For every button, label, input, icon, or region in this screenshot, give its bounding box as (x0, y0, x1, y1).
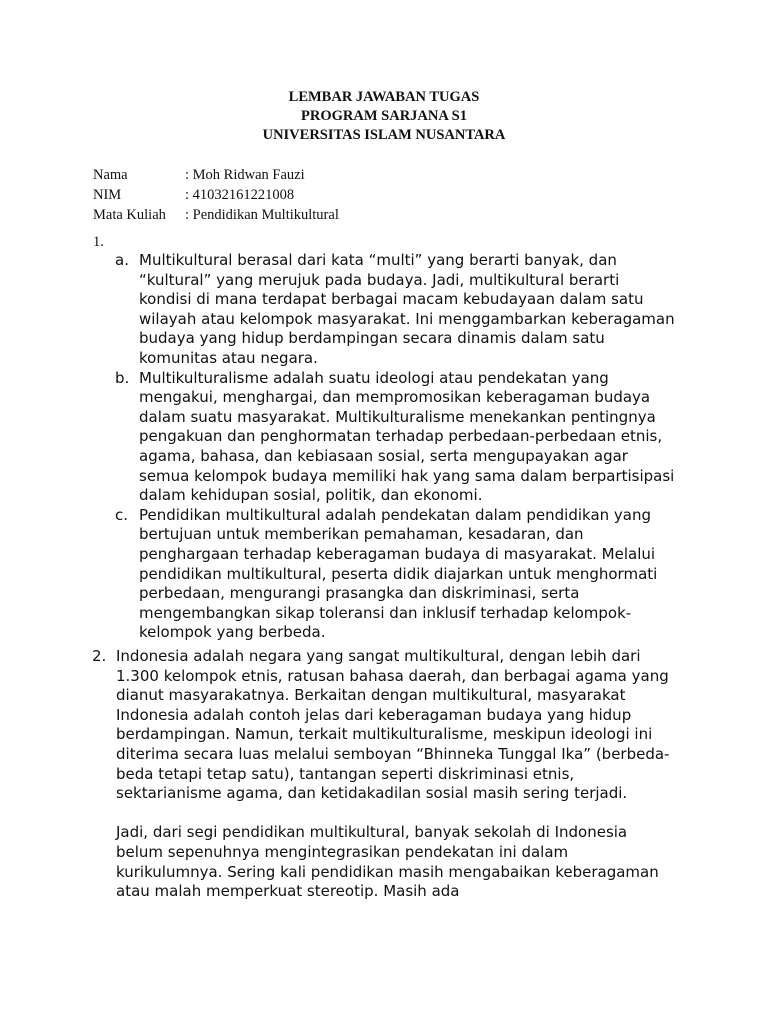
question-2-answer (92, 647, 677, 902)
list-marker: b. (115, 368, 130, 387)
header-program: PROGRAM SARJANA S1 (301, 108, 467, 124)
info-row-nim (93, 185, 339, 205)
info-value: : Pendidikan Multikultural (185, 207, 339, 223)
info-label: Nama (93, 167, 128, 183)
info-row-nama (93, 165, 339, 185)
paragraph-text: Indonesia adalah negara yang sangat multikultural, dengan lebih dari 1.300 kelompok etnis, ratusan bahasa daerah, dan berbagai agama yang dianut masyarakatnya. Berkaitan dengan multikultural, masyarakat Indonesia adalah contoh jelas dari keberagaman budaya yang hidup berdampingan. Namun, terkait multikulturalisme, meskipun ideologi ini diterima secara luas melalui semboyan “Bhinneka Tunggal Ika” (berbeda-beda tetapi tetap satu), tantangan seperti diskriminasi etnis, sektarianisme agama, dan ketidakadilan sosial masih sering terjadi. (116, 647, 670, 803)
document-header (0, 88, 768, 145)
list-item (115, 506, 675, 643)
question-2-paragraph-1 (92, 647, 677, 804)
list-marker: c. (115, 505, 129, 524)
info-label: Mata Kuliah (93, 207, 166, 223)
info-label: NIM (93, 187, 122, 203)
question-2-number: 2. (92, 647, 107, 665)
question-1-answers (115, 251, 675, 643)
list-item (115, 251, 675, 369)
header-university: UNIVERSITAS ISLAM NUSANTARA (262, 127, 506, 143)
student-info (93, 165, 339, 225)
question-1-number: 1. (93, 234, 104, 250)
info-value: : Moh Ridwan Fauzi (185, 167, 305, 183)
list-item-text: Pendidikan multikultural adalah pendekatan dalam pendidikan yang bertujuan untuk memberikan pemahaman, kesadaran, dan penghargaan terhadap keberagaman budaya di masyarakat. Melalui pendidikan multikultural, peserta didik diajarkan untuk menghormati perbedaan, mengurangi prasangka dan diskriminasi, serta mengembangkan sikap toleransi dan inklusif terhadap kelompok-kelompok yang berbeda. (139, 505, 658, 642)
question-2-paragraph-2: Jadi, dari segi pendidikan multikultural, banyak sekolah di Indonesia belum sepenuhnya mengintegrasikan pendekatan ini dalam kurikulumnya. Sering kali pendidikan masih mengabaikan keberagaman atau malah memperkuat stereotip. Masih ada (116, 823, 659, 901)
info-value: : 41032161221008 (185, 187, 295, 203)
list-item-text: Multikultural berasal dari kata “multi” yang berarti banyak, dan “kultural” yang merujuk pada budaya. Jadi, multikultural berarti kondisi di mana terdapat berbagai macam kebudayaan dalam satu wilayah atau kelompok masyarakat. Ini menggambarkan keberagaman budaya yang hidup berdampingan secara dinamis dalam satu komunitas atau negara. (139, 251, 675, 367)
list-item (115, 369, 675, 506)
list-marker: a. (115, 251, 129, 269)
header-title: LEMBAR JAWABAN TUGAS (288, 89, 480, 105)
info-row-mata-kuliah (93, 205, 339, 225)
list-item-text: Multikulturalisme adalah suatu ideologi atau pendekatan yang mengakui, menghargai, dan mempromosikan keberagaman budaya dalam suatu masyarakat. Multikulturalisme menekankan pentingnya pengakuan dan penghormatan terhadap perbedaan-perbedaan etnis, agama, bahasa, dan kebiasaan sosial, serta mengupayakan agar semua kelompok budaya memiliki hak yang sama dalam berpartisipasi dalam kehidupan sosial, politik, dan ekonomi. (139, 368, 675, 505)
